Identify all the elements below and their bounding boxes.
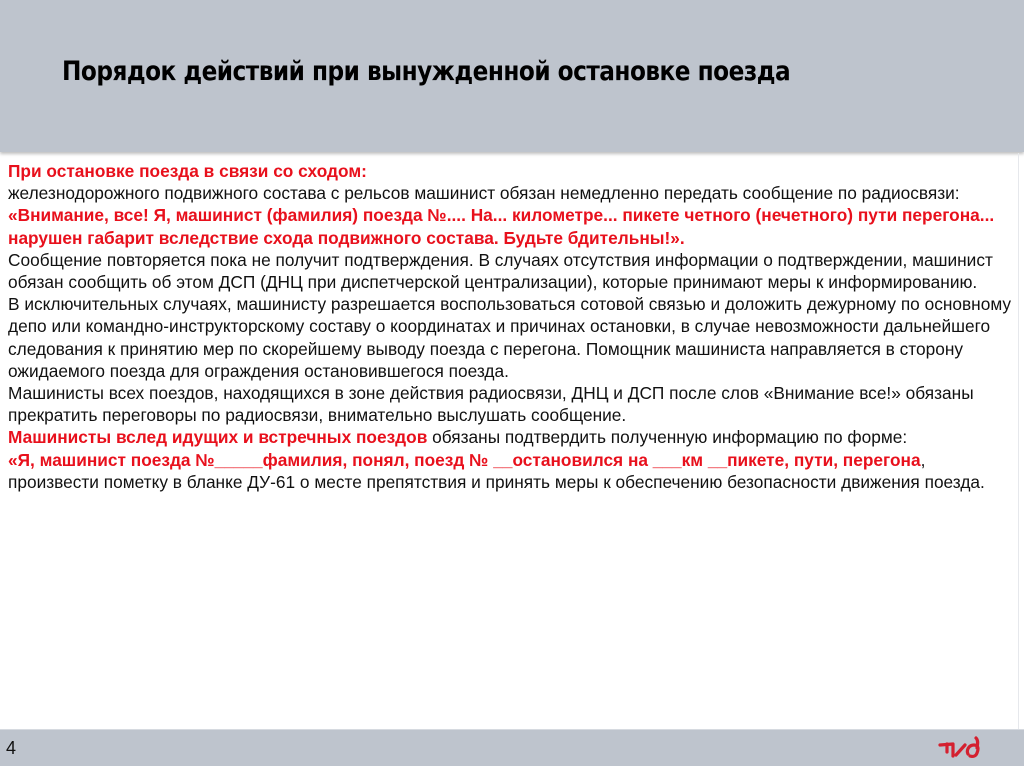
section-heading: При остановке поезда в связи со сходом: [8, 161, 367, 181]
confirm-form-rest: , произвести пометку в бланке ДУ-61 о месте препятствия и принять меры к обеспечению безопасности движения поезда. [8, 449, 985, 492]
page-number: 4 [6, 738, 17, 758]
radio-message-text: «Внимание, все! Я, машинист (фамилия) поезда №.... На... километре... пикете четного (нечетного) пути перегона... нарушен габарит вследствие схода подвижного состава. Будьте бдительны!». [8, 205, 995, 248]
slide-header [0, 0, 1024, 152]
confirm-rest: обязаны подтвердить полученную информацию по форме: [427, 427, 908, 448]
content-border [1018, 153, 1019, 729]
slide-body [8, 160, 1018, 493]
slide-title: Порядок действий при вынужденной остановке поезда [62, 56, 791, 87]
paragraph-repeat-message: Сообщение повторяется пока не получит подтверждения. В случаях отсутствия информации о подтверждении, машинист обязан сообщить об этом ДСП (ДНЦ при диспетчерской централизации), которые принимают меры к информированию. [8, 249, 993, 293]
slide-footer [0, 729, 1024, 766]
paragraph-confirm-form [8, 449, 1018, 493]
paragraph-exceptional-cases: В исключительных случаях, машинисту разрешается воспользоваться сотовой связью и доложить дежурному по основному депо или командно-инструкторскому составу о координатах и причинах остановки, в случае невозможности дальнейшего следования к принятию мер по скорейшему выводу поезда с перегона. Помощник машиниста направляется в сторону ожидаемого поезда для ограждения остановившегося поезда. [8, 294, 1012, 381]
paragraph-derailment-report: железнодорожного подвижного состава с рельсов машинист обязан немедленно передать сообщение по радиосвязи: [8, 183, 960, 204]
confirm-emphasis: Машинисты вслед идущих и встречных поездов [8, 427, 428, 448]
paragraph-confirm [8, 426, 1018, 448]
confirm-form-emphasis: «Я, машинист поезда №_____фамилия, понял, поезд № __остановился на ___км __пикете, пути, перегона [8, 449, 921, 470]
rzd-logo-icon [937, 736, 985, 760]
paragraph-all-drivers: Машинисты всех поездов, находящихся в зоне действия радиосвязи, ДНЦ и ДСП после слов «Внимание все!» обязаны прекратить переговоры по радиосвязи, внимательно выслушать сообщение. [8, 383, 974, 426]
